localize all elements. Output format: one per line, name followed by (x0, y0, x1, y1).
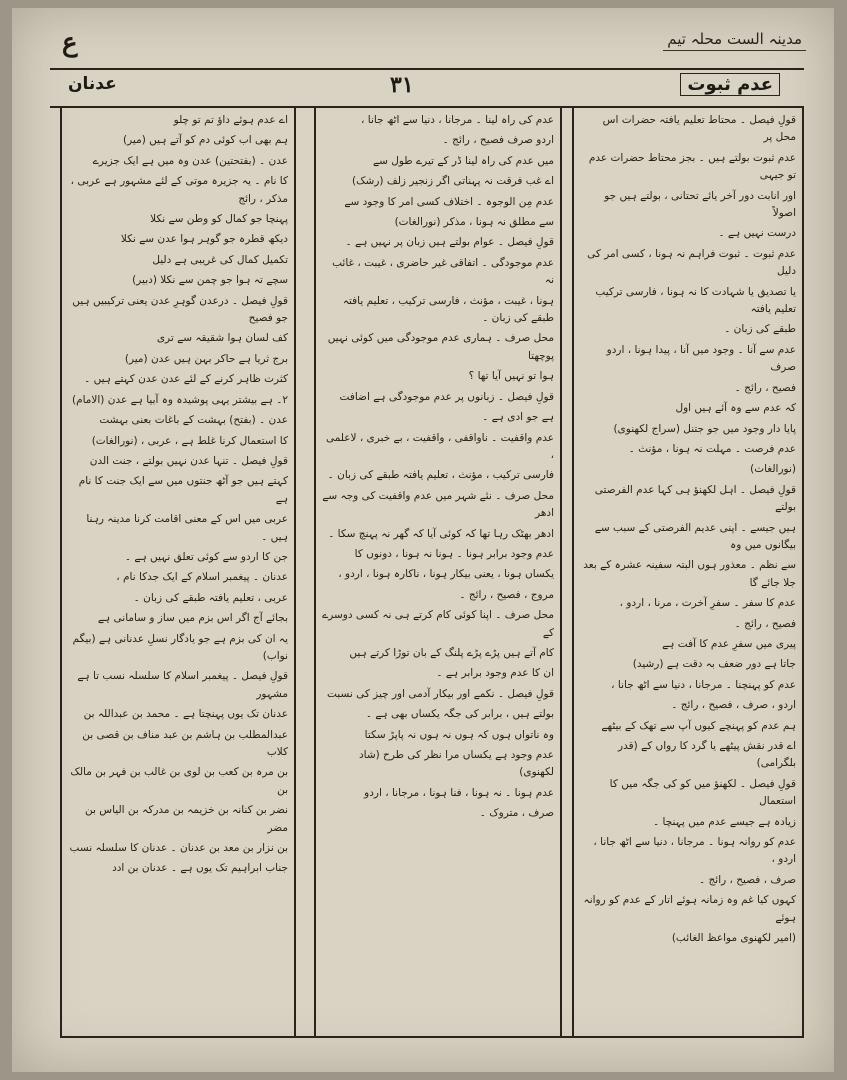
text-line: عدم ثبوت بولتے ہیں ۔ بجز محتاط حضرات عدم تو جیہی (588, 151, 796, 182)
corner-mark: ع (62, 28, 78, 58)
column-right-text (580, 112, 796, 1030)
text-line: نضر بن کنانہ بن خزیمہ بن مدرکہ بن الیاس بن مضر (85, 804, 288, 834)
text-line: ہے جو ادی ہے ۔ (482, 411, 554, 424)
text-line: عدم کی راہ لینا ۔ مرجانا ، دنیا سے اٹھ جانا ، (361, 114, 554, 126)
text-line: کام آتے ہیں پڑے پڑے پلنگ کے بان توڑا کرتے ہیں (349, 646, 554, 659)
text-column-right (572, 106, 804, 1036)
text-line: پیری میں سفرِ عدم کا آفت ہے (662, 637, 796, 650)
text-line: قولِ فیصل ۔ زبانوں پر عدم موجودگی ہے اضافت (339, 390, 554, 403)
text-line: عدم کو پہنچنا ۔ مرجانا ، دنیا سے اٹھ جانا ، (611, 678, 796, 691)
text-line: زیادہ ہے جیسے عدم میں پہنچا ۔ (653, 815, 796, 828)
text-line: محل صرف ۔ نئے شہر میں عدم واقفیت کی وجہ سے ادھر (322, 489, 554, 520)
text-line: عبدالمطلب بن ہاشم بن عبد مناف بن قصی بن کلاب (82, 728, 288, 758)
text-line: برج ثریا ہے حاکر بہن ہیں عدن (میر) (124, 352, 288, 365)
text-line: ۲۔ ہے بیشتر یہی پوشیدہ وہ آبیا ہے عدن (الامام) (71, 393, 288, 406)
text-line: عدن ۔ (بفتحتین) عدن وہ میں ہے ایک جزیرے (92, 154, 288, 167)
top-margin (12, 22, 834, 62)
text-line: عدنان تک یوں پہنچتا ہے ۔ محمد بن عبداللہ بن (83, 708, 288, 721)
text-line: عدم ہونا ۔ نہ ہونا ، فنا ہونا ، مرجانا ، اردو (364, 786, 554, 799)
library-stamp: مدینہ الست محلہ تیم (663, 30, 806, 51)
text-line: (امیر لکھنوی مواعظ الغائب) (671, 932, 796, 945)
text-line: جاتا ہے دور ضعف بہ دقت ہے (رشید) (632, 658, 796, 671)
column-middle-text (322, 112, 554, 1030)
text-line: پہنچا جو کمال کو وطن سے نکلا (150, 213, 288, 226)
text-line: فصیح ، رائج ۔ (734, 617, 796, 630)
text-line: یہ ان کی بزم ہے جو یادگار نسلِ عدنانی ہے (بیگم نواب) (72, 632, 288, 662)
text-line: عدم وجود ہے یکساں مرا نظر کی طرح (شاد لکھنوی) (358, 749, 554, 779)
text-line: ہوا تو نہیں آیا تھا ؟ (468, 370, 554, 383)
text-line: قولِ فیصل ۔ نکمے اور بیکار آدمی اور چیز کی نسبت (326, 687, 554, 700)
text-line: اردو صرف فصیح ، رائج ۔ (442, 134, 554, 147)
text-line: جناب ابراہیم تک یوں ہے ۔ عدنان بن ادد (112, 862, 288, 875)
text-line: عربی میں اس کے معنی اقامت کرنا مدینہ رہنا ہیں ۔ (86, 513, 288, 543)
text-line: پایا دار وجود میں جو جتنل (سراج لکھنوی) (613, 422, 796, 435)
text-line: بن نزار بن معد بن عدنان ۔ عدنان کا سلسلہ نسب (69, 842, 288, 855)
text-line: اے قدر نقش پیٹھے یا گرد کا رواں کے (قدر بلگرامی) (618, 740, 796, 770)
text-line: قولِ فیصل ۔ اہل لکھنؤ ہی کہا عدم الفرصتی بولتے (594, 483, 796, 514)
text-line: کا استعمال کرنا غلط ہے ، عربی ، (نورالغات) (91, 434, 288, 447)
text-line: قولِ فیصل ۔ عوام بولتے ہیں زبان پر نہیں ہے ۔ (345, 236, 554, 249)
text-line: اور انابت دور آخر یائے تحتانی ، بولتے ہیں جو اصولاً (604, 189, 796, 220)
text-line: یکساں ہونا ، یعنی بیکار ہونا ، ناکارہ ہونا ، اردو ، (338, 568, 554, 581)
text-line: (نورالغات) (750, 463, 796, 476)
text-line: کہوں کیا غم وہ زمانہ ہوئے اتار کے عدم کو روانہ ہوئے (583, 894, 796, 924)
text-line: مروج ، فصیح ، رائج ۔ (459, 588, 554, 601)
header-right-word: عدم ثبوت (680, 73, 780, 96)
text-line: اے غب فرقت نہ پہناتی اگر زنجیر زلف (رشک) (352, 175, 554, 188)
text-line: عدم موجودگی ۔ اتفاقی غیر حاضری ، غیبت ، غائب نہ (332, 256, 554, 287)
text-line: ادھر بھٹک رہا تھا کہ کوئی آیا کہ گھر نہ پہنچ سکا ۔ (328, 527, 554, 540)
text-line: بن مرہ بن کعب بن لوی بن غالب بن فہر بن مالک بن (70, 766, 288, 796)
text-line: یا تصدیق یا شہادت کا نہ ہونا ، فارسی ترکیب تعلیم یافتہ (595, 285, 796, 316)
text-line: عدم مِن الوجوہ ۔ اختلاف کسی امر کا وجود سے (344, 195, 554, 208)
running-header (50, 68, 804, 108)
text-line: ہیں جیسے ۔ اپنی عدیم الفرصتی کے سبب سے بیگانوں میں وہ (594, 521, 796, 551)
text-line: صرف ، متروک ۔ (479, 807, 554, 820)
text-line: دیکھ قطرہ جو گوہر ہوا عدن سے نکلا (120, 233, 288, 246)
text-line: قولِ فیصل ۔ تنہا عدن نہیں بولتے ، جنت الدن (89, 454, 288, 467)
text-line: اے عدم ہوئے داؤ تم تو چلو (173, 114, 288, 126)
text-line: عدم کو روانہ ہونا ۔ مرجانا ، دنیا سے اٹھ جانا ، اردو ، (593, 836, 796, 866)
text-line: وہ ناتواں ہوں کہ ہوں نہ ہوں نہ پاپڑ سکتا (364, 728, 554, 741)
text-line: طبقے کی زبان ۔ (724, 323, 796, 336)
text-line: محل صرف ۔ ہماری عدم موجودگی میں کوئی نہیں پوچھتا (327, 332, 554, 362)
text-line: قولِ فیصل ۔ درعدن گوہرِ عدن یعنی ترکیبیں ہیں جو فصیح (72, 294, 288, 325)
text-line: عدن ۔ (بفتح) بہشت کے باغات بعنی بہشت (99, 414, 288, 427)
text-line: عدم وجود برابر ہونا ۔ ہونا نہ ہونا ، دونوں کا (354, 547, 554, 560)
text-line: کہ عدم سے وہ آئے ہیں اول (675, 402, 796, 415)
text-line: اردو ، صرف ، فصیح ، رائج ۔ (671, 699, 796, 712)
text-line: عدم ثبوت ۔ ثبوت فراہم نہ ہونا ، کسی امر کی دلیل (587, 247, 796, 278)
text-line: فارسی ترکیب ، مؤنث ، تعلیم یافتہ طبقے کی زبان ۔ (327, 469, 554, 482)
text-line: قولِ فیصل ۔ لکھنؤ میں کو کی جگہ میں کا استعمال (609, 777, 796, 808)
text-line: ہم بھی اب کوئی دم کو آتے ہیں (میر) (123, 134, 288, 147)
text-line: فصیح ، رائج ۔ (734, 381, 796, 394)
document-page (12, 8, 834, 1072)
text-line: بولتے ہیں ، برابر کی جگہ یکساں بھی ہے ۔ (365, 708, 554, 721)
text-line: عدم سے آنا ۔ وجود میں آنا ، پیدا ہونا ، اردو صرف (606, 343, 796, 374)
text-line: ہم عدم کو پہنچے کیوں آپ سے تھک کے بیٹھے (601, 719, 796, 732)
text-line: عدم کا سفر ۔ سفرِ آخرت ، مرنا ، اردو ، (619, 597, 796, 610)
text-line: صرف ، فصیح ، رائج ۔ (699, 873, 796, 886)
text-line: عدنان ۔ پیغمبر اسلام کے ایک جدکا نام ، (116, 571, 288, 584)
text-line: کف لسان ہوا شقیقہ سے تری (156, 332, 288, 345)
text-column-left (60, 106, 296, 1036)
text-line: کہتے ہیں جو آٹھ جنتوں میں سے ایک جنت کا نام ہے (78, 475, 288, 505)
text-line: بجائے آج اگر اس بزم میں ساز و سامانی ہے (97, 612, 288, 625)
text-line: عدم واقفیت ۔ ناواقفی ، واقفیت ، بے خبری ، لاعلمی ، (325, 431, 554, 461)
text-line: درست نہیں ہے ۔ (718, 227, 796, 240)
text-line: سے نظم ۔ معذور ہوں البتہ سفینہ عشرہ کے بعد جلا جائے گا (583, 559, 796, 589)
page-number: ۳۱ (390, 72, 414, 98)
text-line: محل صرف ۔ اپنا کوئی کام کرتے ہی نہ کسی دوسرے کے (322, 609, 554, 639)
bottom-rule (60, 1036, 804, 1038)
text-line: قولِ فیصل ۔ محتاط تعلیم یافتہ حضرات اس محل پر (602, 114, 796, 144)
text-line: عدم فرصت ۔ مہلت نہ ہونا ، مؤنث ۔ (628, 442, 796, 455)
text-line: قولِ فیصل ۔ پیغمبر اسلام کا سلسلہ نسب تا ہے مشہور (77, 670, 288, 700)
text-line: سے مطلق نہ ہونا ، مذکر (نورالغات) (394, 216, 554, 229)
text-column-middle (314, 106, 562, 1036)
text-line: کا نام ۔ یہ جزیرہ موتی کے لئے مشہور ہے عربی ، مذکر ، رائج (70, 175, 288, 205)
text-line: ہونا ، غیبت ، مؤنث ، فارسی ترکیب ، تعلیم یافتہ طبقے کی زبان ۔ (342, 294, 554, 325)
text-line: جن کا اردو سے کوئی تعلق نہیں ہے ۔ (124, 550, 288, 563)
text-line: ان کا عدم وجود برابر ہے ۔ (436, 667, 554, 680)
header-left-word: عدنان (68, 74, 117, 94)
text-line: کثرت ظاہر کرنے کے لئے عدن عدن کہتے ہیں ۔ (84, 373, 288, 386)
text-line: عربی ، تعلیم یافتہ طبقے کی زبان ۔ (133, 591, 288, 604)
text-line: تکمیل کمال کی غریبی ہے دلیل (152, 253, 288, 266)
text-line: میں عدم کی راہ لینا ڈر کے تیرے طول سے (372, 154, 554, 167)
column-left-text (68, 112, 288, 1030)
text-line: سچے تہ ہوا جو چمن سے نکلا (دبیر) (132, 274, 288, 287)
